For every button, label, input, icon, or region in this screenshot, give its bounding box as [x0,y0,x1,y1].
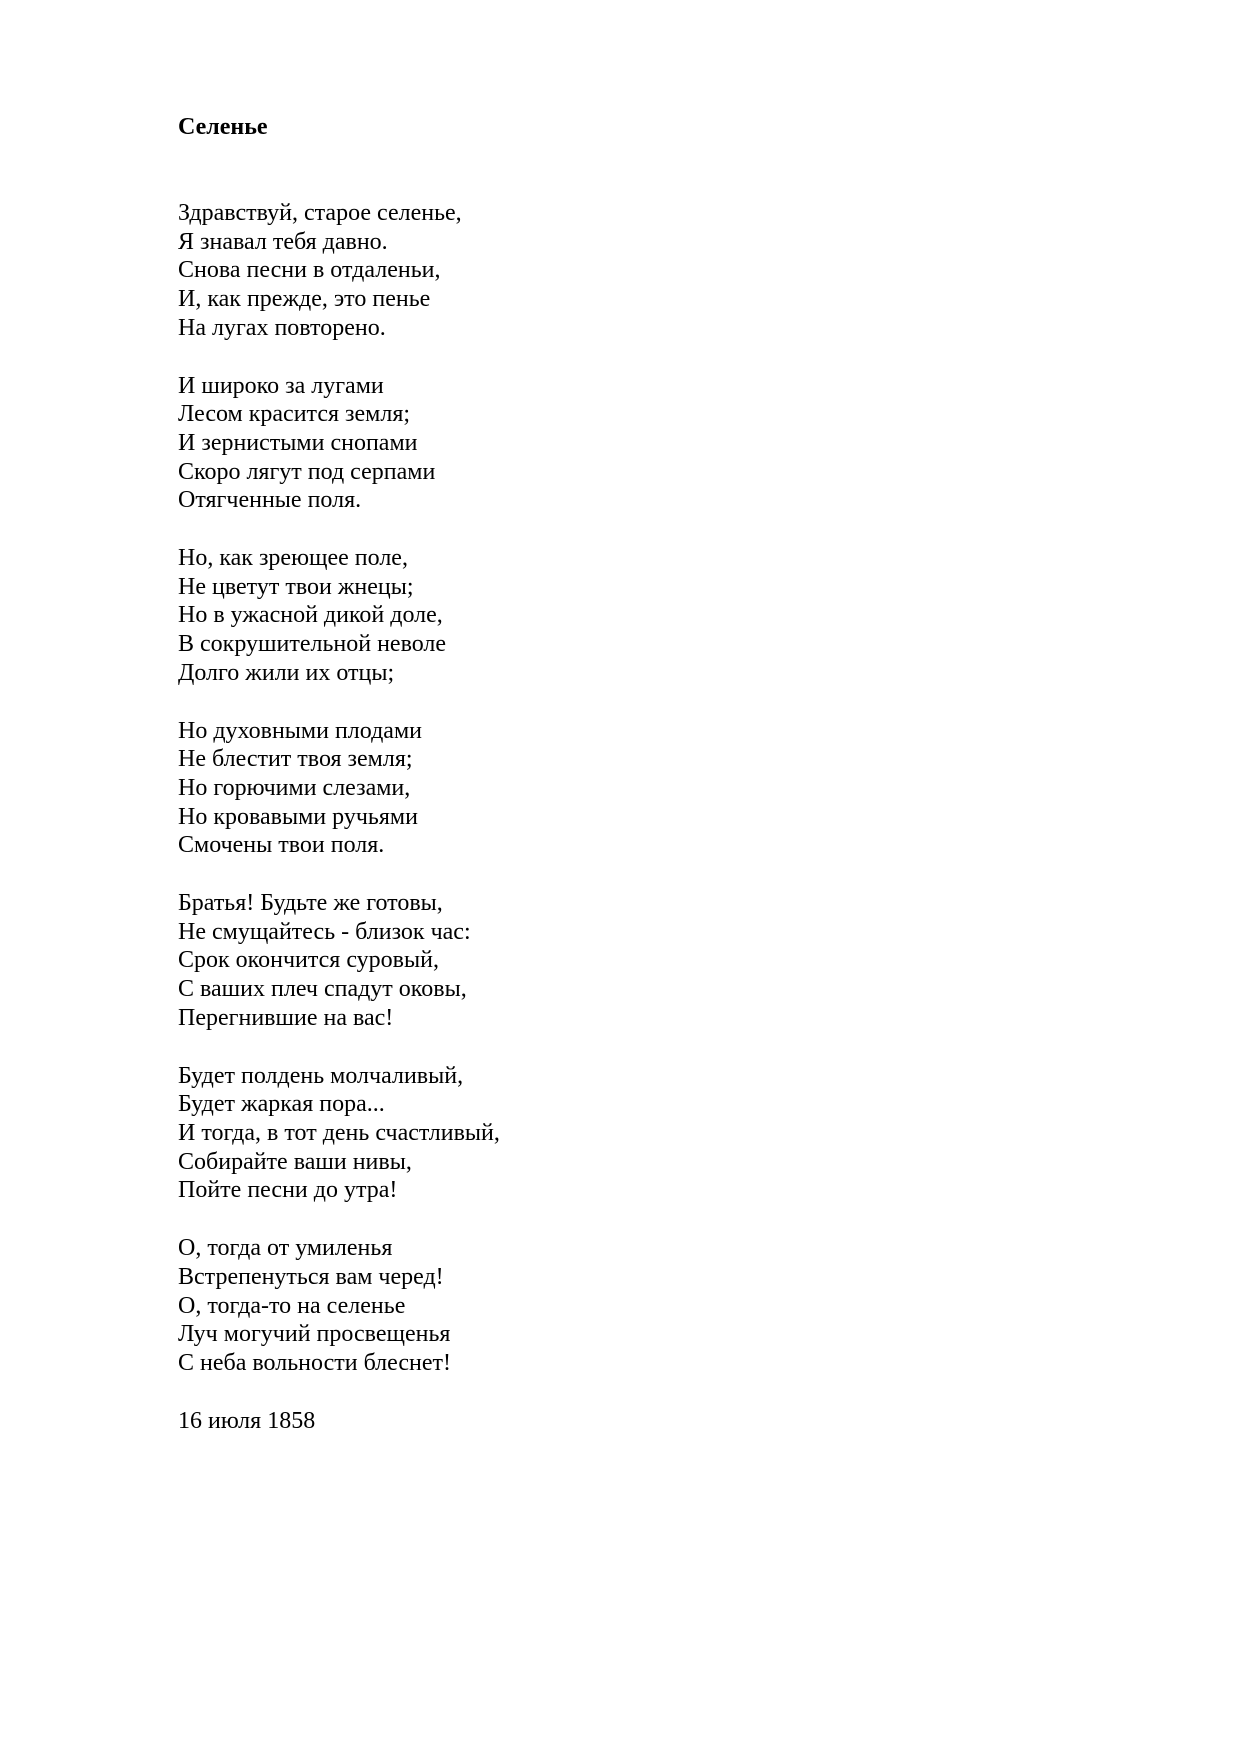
stanza [178,199,1078,343]
poem-line: Не смущайтесь - близок час: [178,918,471,945]
poem-line: С неба вольности блеснет! [178,1349,452,1376]
poem-line: Но горючими слезами, [178,774,411,801]
poem-line: Долго жили их отцы; [178,659,395,686]
poem-line: О, тогда от умиленья [178,1235,393,1262]
poem-line: Здравствуй, старое селенье, [178,200,462,226]
poem-line: Но, как зреющее поле, [178,545,408,572]
stanza [178,1234,1078,1378]
poem-line: В сокрушительной неволе [178,631,447,658]
poem-line: На лугах повторено. [178,314,386,341]
poem-line: Снова песни в отдаленьи, [178,257,441,284]
poem-line: Но кровавыми ручьями [178,803,418,830]
poem-line: Будет жаркая пора... [178,1091,385,1118]
poem-line: Но в ужасной дикой доле, [178,602,443,629]
poem-line: Смочены твои поля. [178,832,385,859]
poem-line: И, как прежде, это пенье [178,286,431,313]
poem-line: Перегнившие на вас! [178,1004,394,1031]
poem-line: Братья! Будьте же готовы, [178,890,443,917]
stanza [178,889,1078,1033]
poem-line: Лесом красится земля; [178,401,411,428]
stanza [178,544,1078,688]
poem-body [178,199,1078,1378]
poem [178,113,1078,1435]
poem-line: Отягченные поля. [178,487,362,514]
poem-line: Будет полдень молчаливый, [178,1062,464,1089]
stanza [178,717,1078,861]
poem-title: Селенье [178,114,268,140]
poem-line: Не цветут твои жнецы; [178,573,414,600]
poem-line: Я знавал тебя давно. [178,228,388,255]
poem-line: Встрепенуться вам черед! [178,1263,444,1290]
poem-date: 16 июля 1858 [178,1407,316,1434]
poem-line: И широко за лугами [178,372,384,399]
poem-line: Луч могучий просвещенья [178,1321,451,1348]
stanza [178,372,1078,516]
poem-line: Пойте песни до утра! [178,1177,398,1204]
poem-line: Скоро лягут под серпами [178,458,436,485]
poem-line: И тогда, в тот день счастливый, [178,1119,500,1146]
poem-line: С ваших плеч спадут оковы, [178,976,467,1003]
poem-line: Собирайте ваши нивы, [178,1148,412,1175]
poem-line: Не блестит твоя земля; [178,746,413,773]
poem-line: Срок окончится суровый, [178,947,439,974]
poem-line: О, тогда-то на селенье [178,1292,406,1319]
poem-line: И зернистыми снопами [178,429,418,456]
stanza [178,1062,1078,1206]
poem-line: Но духовными плодами [178,717,422,744]
